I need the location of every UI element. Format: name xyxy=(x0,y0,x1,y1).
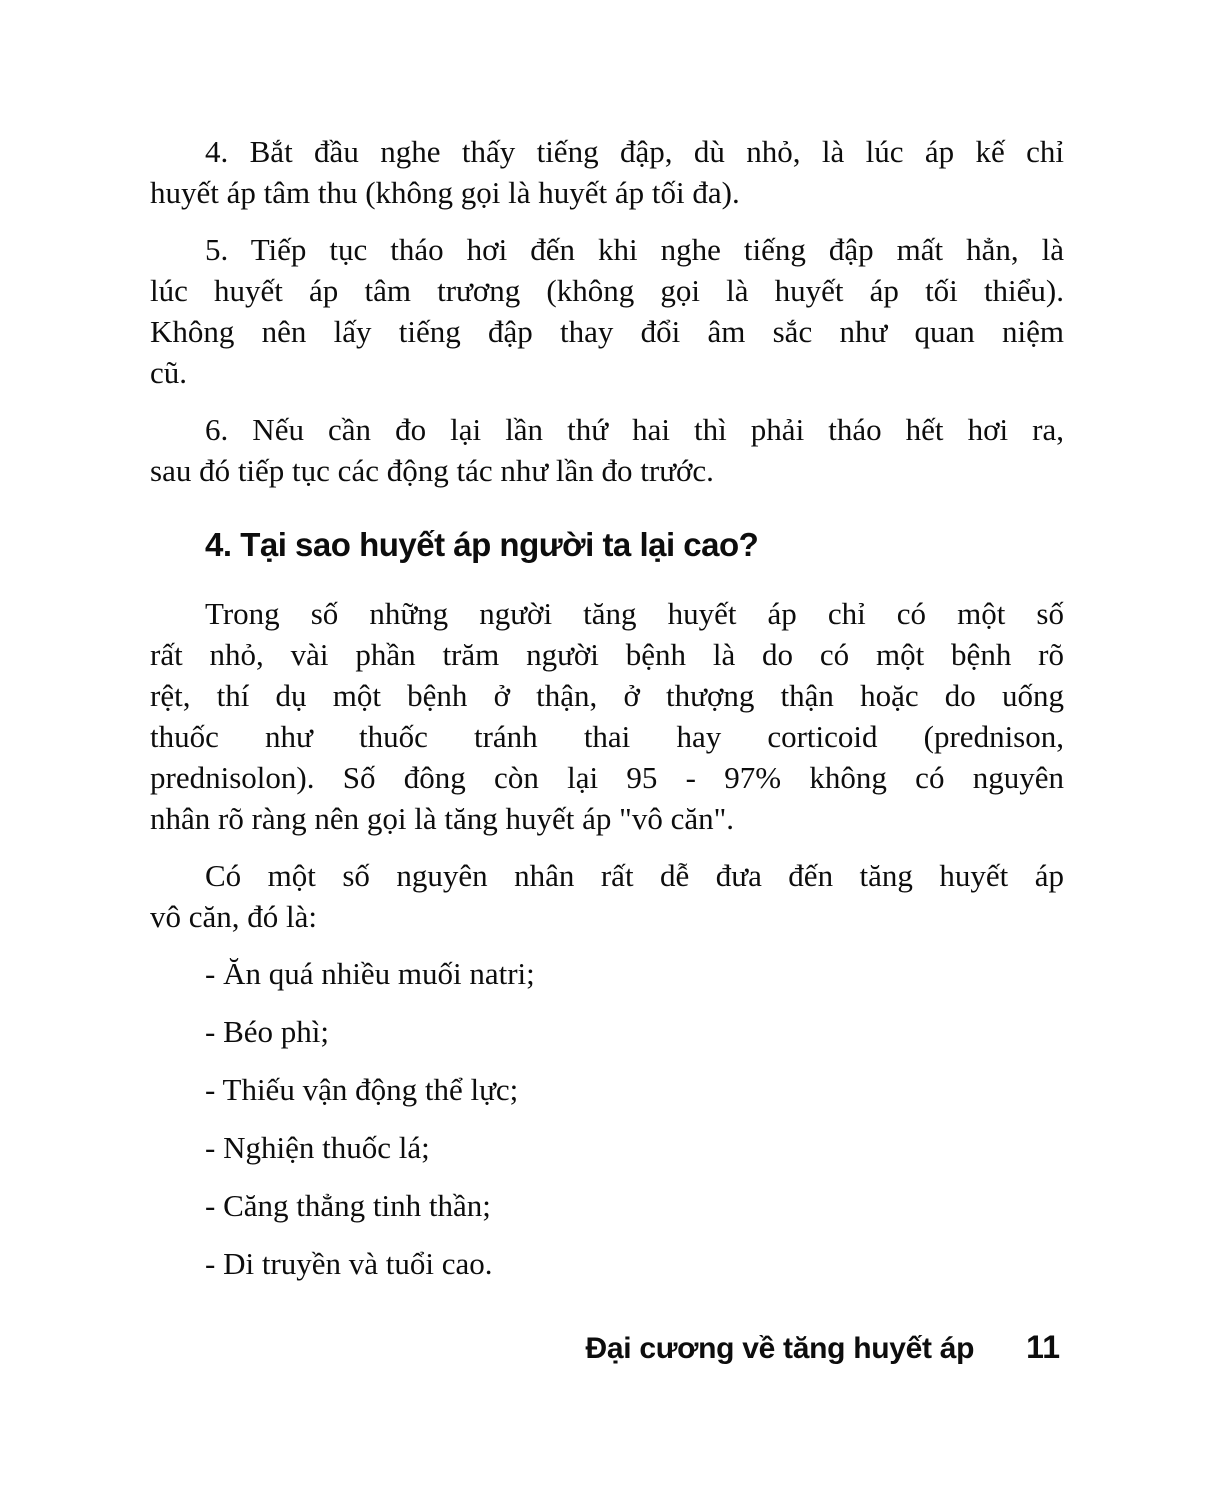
paragraph xyxy=(150,131,1064,213)
text-line: rệt, thí dụ một bệnh ở thận, ở thượng thận hoặc do uống xyxy=(150,678,1064,713)
text-line: Trong số những người tăng huyết áp chỉ có một số xyxy=(205,596,1064,631)
list-item: - Nghiện thuốc lá; xyxy=(205,1130,430,1165)
page-number: 11 xyxy=(1026,1329,1060,1365)
text-line: 6. Nếu cần đo lại lần thứ hai thì phải tháo hết hơi ra, xyxy=(205,412,1064,447)
paragraph xyxy=(150,855,1064,937)
list-item: - Căng thẳng tinh thần; xyxy=(205,1188,491,1223)
paragraph xyxy=(150,229,1064,393)
content xyxy=(150,131,1064,1301)
text-line: Không nên lấy tiếng đập thay đổi âm sắc như quan niệm xyxy=(150,314,1064,349)
list-item: - Béo phì; xyxy=(205,1014,329,1049)
list-item: - Di truyền và tuổi cao. xyxy=(205,1246,493,1281)
text-line: 4. Bắt đầu nghe thấy tiếng đập, dù nhỏ, là lúc áp kế chỉ xyxy=(205,134,1064,169)
paragraph xyxy=(150,593,1064,839)
text-line: 5. Tiếp tục tháo hơi đến khi nghe tiếng đập mất hẳn, là xyxy=(205,232,1064,267)
text-line: lúc huyết áp tâm trương (không gọi là huyết áp tối thiểu). xyxy=(150,273,1064,308)
list-item: - Ăn quá nhiều muối natri; xyxy=(205,956,535,991)
paragraph xyxy=(150,409,1064,491)
cause-list xyxy=(150,953,1064,1284)
text-line: huyết áp tâm thu (không gọi là huyết áp tối đa). xyxy=(150,175,740,210)
text-line: prednisolon). Số đông còn lại 95 - 97% không có nguyên xyxy=(150,760,1064,795)
text-line: vô căn, đó là: xyxy=(150,899,318,934)
footer-section-title: Đại cương về tăng huyết áp xyxy=(585,1332,975,1365)
text-line: cũ. xyxy=(150,355,188,390)
list-item: - Thiếu vận động thể lực; xyxy=(205,1072,519,1107)
text-line: sau đó tiếp tục các động tác như lần đo trước. xyxy=(150,453,714,488)
text-line: nhân rõ ràng nên gọi là tăng huyết áp "vô căn". xyxy=(150,801,734,836)
text-line: thuốc như thuốc tránh thai hay corticoid (prednison, xyxy=(150,719,1064,754)
section-heading: 4. Tại sao huyết áp người ta lại cao? xyxy=(205,526,759,563)
text-line: rất nhỏ, vài phần trăm người bệnh là do có một bệnh rõ xyxy=(150,637,1064,672)
text-line: Có một số nguyên nhân rất dễ đưa đến tăng huyết áp xyxy=(205,858,1064,893)
page-footer xyxy=(586,1329,1061,1366)
